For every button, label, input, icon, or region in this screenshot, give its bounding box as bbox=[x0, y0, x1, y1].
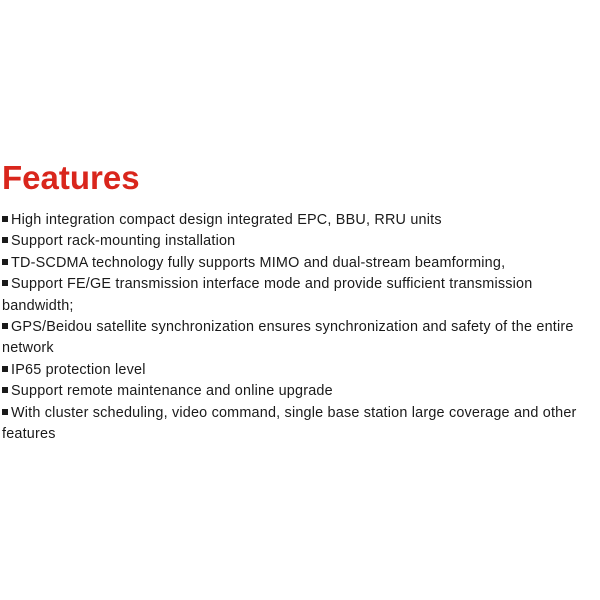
feature-item bbox=[2, 274, 598, 317]
feature-item bbox=[2, 210, 598, 231]
feature-text: GPS/Beidou satellite synchronization ensures synchronization and safety of the entire network bbox=[2, 319, 574, 357]
features-section bbox=[2, 160, 598, 445]
square-bullet-icon bbox=[2, 366, 8, 372]
square-bullet-icon bbox=[2, 387, 8, 393]
feature-item bbox=[2, 231, 598, 252]
square-bullet-icon bbox=[2, 259, 8, 265]
square-bullet-icon bbox=[2, 323, 8, 329]
feature-text: With cluster scheduling, video command, single base station large coverage and other features bbox=[2, 404, 577, 443]
square-bullet-icon bbox=[2, 216, 8, 222]
feature-item bbox=[2, 403, 598, 446]
square-bullet-icon bbox=[2, 237, 8, 243]
feature-text: Support remote maintenance and online upgrade bbox=[11, 383, 333, 400]
square-bullet-icon bbox=[2, 280, 8, 286]
feature-item bbox=[2, 253, 598, 274]
feature-item bbox=[2, 360, 598, 381]
square-bullet-icon bbox=[2, 409, 8, 415]
feature-text: Support FE/GE transmission interface mode and provide sufficient transmission bandwidth; bbox=[2, 276, 533, 314]
feature-text: TD-SCDMA technology fully supports MIMO and dual-stream beamforming, bbox=[11, 254, 506, 271]
feature-text: Support rack-mounting installation bbox=[11, 233, 236, 250]
feature-text: IP65 protection level bbox=[11, 361, 146, 378]
feature-text: High integration compact design integrated EPC, BBU, RRU units bbox=[11, 212, 442, 228]
features-title: Features bbox=[2, 159, 140, 196]
features-list bbox=[2, 210, 598, 445]
feature-item bbox=[2, 317, 598, 360]
feature-item bbox=[2, 381, 598, 402]
